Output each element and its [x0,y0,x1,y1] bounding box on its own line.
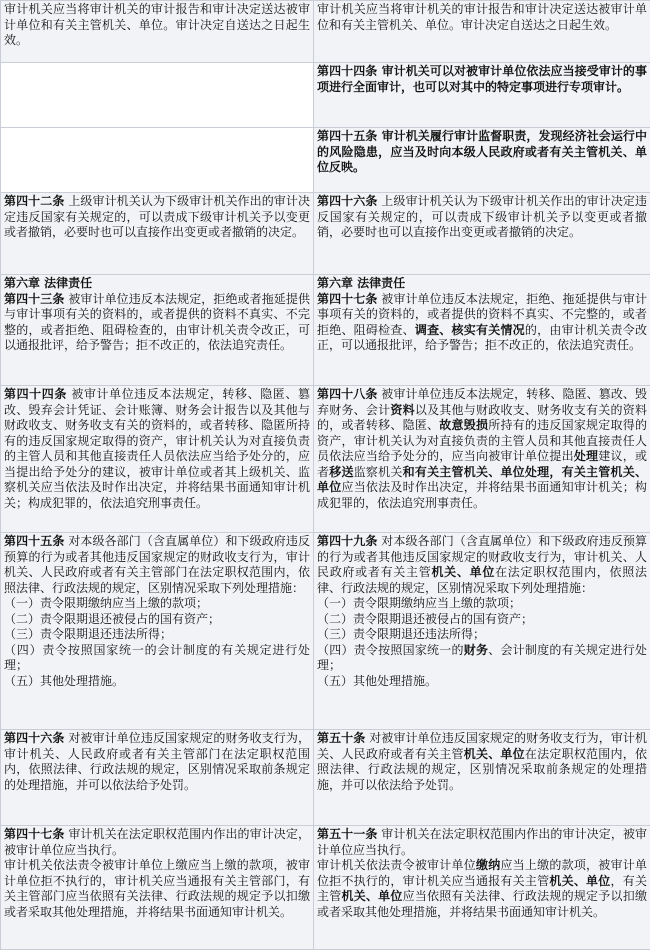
bold-text: 机关、单位 [549,874,610,888]
clause-text: （四）责令按照国家统一的 [317,643,464,657]
clause-paragraph [4,276,310,292]
clause-text: 在法定职权范围内，依照法律、行政法规的规定，区别情况采取下列处理措施： [317,565,647,595]
clause-paragraph [4,596,310,612]
clause-text: 应当依法及时作出决定，并将结果书面通知审计机关；构成犯罪的，依法追究刑事责任。 [317,480,647,510]
clause-text: （二）责令限期退还被侵占的国有资产； [317,612,533,626]
new-text-cell [314,63,650,128]
old-text-cell [1,1,314,63]
clause-text: 被审计单位违反本法规定，拒绝、拖延提供与审计事项有关的资料的，或者提供的资料不真实、不完整的，或者拒绝、阻碍检查、 [317,292,647,337]
table-row [1,730,650,826]
table-row [1,193,650,275]
clause-text: （三）责令限期退还违法所得； [4,627,172,641]
clause-text: 被审计单位违反本法规定，转移、隐匿、篡改、毁弃会计凭证、会计账簿、财务会计报告以及其他与财政收支、财务收支有关的资料的，或者转移、隐匿所持有的违反国家规定取得的资产，审计机关认为对直接负责的主管人员和其他直接责任人员依法应当给予处分的，应当提出给予处分的建议，被审计单位或者其上级机关、监察机关应当依法及时作出决定，并将结果书面通知审计机关；构成犯罪的，依法追究刑事责任。 [4,387,310,510]
clause-paragraph [4,858,310,920]
clause-paragraph [4,612,310,628]
bold-text: 第六章 法律责任 [4,276,92,290]
new-text-cell [314,1,650,63]
clause-text: （五）其他处理措施。 [317,674,437,688]
clause-text: 对本级各部门（含直属单位）和下级政府违反预算的行为或者其他违反国家规定的财政收支行为，审计机关、人民政府或者有关主管 [317,534,647,579]
bold-text: 财务 [464,643,488,657]
clause-text: 监察机关 [354,465,403,479]
clause-text: 的，由审计机关责令改正，可以通报批评，给予警告；拒不改正的，依法追究责任。 [317,323,647,353]
clause-text: （二）责令限期退还被侵占的国有资产； [4,612,220,626]
clause-paragraph [4,827,310,858]
bold-text: 第六章 法律责任 [317,276,405,290]
clause-paragraph [4,2,310,49]
table-row [1,63,650,128]
clause-text: 审计机关依法责令被审计单位 [317,858,476,872]
new-text-cell [314,730,650,826]
clause-paragraph [317,627,647,643]
clause-paragraph [317,858,647,920]
table-row [1,1,650,63]
clause-paragraph [317,534,647,596]
old-text-cell-empty [1,128,314,193]
clause-text: （一）责令限期缴纳应当上缴的款项； [317,596,521,610]
clause-text: （一）责令限期缴纳应当上缴的款项； [4,596,208,610]
clause-paragraph [317,596,647,612]
clause-paragraph [317,643,647,674]
bold-text: 机关、单位 [464,747,525,761]
clause-text: 、会计制度的有关规定进行处理； [317,643,647,673]
clause-text: 审计机关依法责令被审计单位上缴应当上缴的款项，被审计单位拒不执行的，审计机关应当通报有关主管部门，有关主管部门应当依照有关法律、行政法规的规定予以扣缴或者采取其他处理措施，并将结果书面通知审计机关。 [4,858,310,919]
clause-paragraph [317,612,647,628]
bold-text: 第四十六条 [317,194,377,208]
clause-text: 审计机关应当将审计机关的审计报告和审计决定送达被审计单位和有关主管机关、单位。审计决定自送达之日起生效。 [4,2,310,47]
clause-paragraph [317,387,647,511]
clause-text: 上级审计机关认为下级审计机关作出的审计决定违反国家有关规定的，可以责成下级审计机关予以变更或者撤销，必要时也可以直接作出变更或者撤销的决定。 [4,194,310,239]
new-text-cell [314,826,650,950]
clause-text: 对本级各部门（含直属单位）和下级政府违反预算的行为或者其他违反国家规定的财政收支行为，审计机关、人民政府或者有关主管部门在法定职权范围内，依照法律、行政法规的规定，区别情况采取下列处理措施： [4,534,310,595]
clause-paragraph [317,276,647,292]
table-row [1,275,650,386]
table-row [1,533,650,730]
bold-text: 第四十九条 [317,534,377,548]
new-text-cell [314,386,650,533]
old-text-cell [1,275,314,386]
bold-text: 调查、核实有关情况 [415,323,525,337]
bold-text: 第四十四条 [4,387,67,401]
clause-text: （四）责令按照国家统一的会计制度的有关规定进行处理； [4,643,310,673]
clause-paragraph [4,731,310,793]
clause-paragraph [4,292,310,354]
old-text-cell [1,193,314,275]
new-text-cell [314,193,650,275]
bold-text: 第四十三条 [4,292,64,306]
clause-paragraph [4,387,310,511]
clause-paragraph [4,534,310,596]
clause-paragraph [4,674,310,690]
old-text-cell [1,386,314,533]
clause-paragraph [4,643,310,674]
bold-text: 第四十七条 [317,292,377,306]
bold-text: 故意毁损 [439,418,488,432]
old-text-cell-empty [1,63,314,128]
new-text-cell [314,533,650,730]
old-text-cell [1,730,314,826]
clause-text: 建议，或者 [317,449,647,479]
clause-paragraph [317,674,647,690]
bold-text: 机关、单位 [341,889,402,903]
table-row [1,128,650,193]
clause-paragraph [317,129,647,176]
clause-paragraph [317,2,647,33]
clause-text: （三）责令限期退还违法所得； [317,627,485,641]
clause-text: （五）其他处理措施。 [4,674,124,688]
clause-text: 在法定职权范围内，依照法律、行政法规的规定，区别情况采取前条规定的处理措施，并可以依法给予处罚。 [317,747,647,792]
clause-text: 应当依照有关法律、行政法规的规定予以扣缴或者采取其他处理措施，并将结果书面通知审计机关。 [317,889,647,919]
clause-paragraph [4,627,310,643]
clause-text: 以及其他与财政收支、财务收支有关的资料的，或者转移、隐匿、 [317,403,647,433]
table-row [1,386,650,533]
new-text-cell [314,128,650,193]
clause-text: 对被审计单位违反国家规定的财务收支行为，审计机关、人民政府或者有关主管部门在法定职权范围内，依照法律、行政法规的规定，区别情况采取前条规定的处理措施，并可以依法给予处罚。 [4,731,310,792]
table-row [1,826,650,950]
clause-text: 应当上缴的款项，被审计单位拒不执行的，审计机关应当通报有关主管 [317,858,647,888]
clause-text: 审计机关应当将审计机关的审计报告和审计决定送达被审计单位和有关主管机关、单位。审计决定自送达之日起生效。 [317,2,647,32]
bold-text: 处理 [574,449,598,463]
clause-text: 所持有的违反国家规定取得的资产，审计机关认为对直接负责的主管人员和其他直接责任人员依法应当给予处分的，应当向被审计单位提出 [317,418,647,463]
clause-text: 上级审计机关认为下级审计机关作出的审计决定违反国家有关规定的，可以责成下级审计机关予以变更或者撤销，必要时也可以直接作出变更或者撤销的决定。 [317,194,647,239]
old-text-cell [1,826,314,950]
bold-text: 第四十五条 审计机关履行审计监督职责，发现经济社会运行中的风险隐患，应当及时向本级人民政府或者有关主管机关、单位反映。 [317,129,647,174]
clause-text: 审计机关在法定职权范围内作出的审计决定，被审计单位应当执行。 [4,827,310,857]
clause-text: 被审计单位违反本法规定，拒绝或者拖延提供与审计事项有关的资料的，或者提供的资料不真实、不完整的，或者拒绝、阻碍检查的，由审计机关责令改正，可以通报批评，给予警告；拒不改正的，依法追究责任。 [4,292,310,353]
clause-text: 对被审计单位违反国家规定的财务收支行为，审计机关、人民政府或者有关主管 [317,731,647,761]
clause-paragraph [317,64,647,95]
clause-paragraph [4,194,310,241]
bold-text: 缴纳 [476,858,500,872]
bold-text: 第四十六条 [4,731,64,745]
new-text-cell [314,275,650,386]
clause-paragraph [317,731,647,793]
clause-text: ，有关主管 [317,874,647,904]
bold-text: 移送 [329,465,353,479]
clause-text: 审计机关在法定职权范围内作出的审计决定，被审计单位应当执行。 [317,827,647,857]
clause-paragraph [317,292,647,354]
bold-text: 资料 [390,403,414,417]
clause-text: 被审计单位违反本法规定，转移、隐匿、篡改、毁弃财务、会计 [317,387,647,417]
clause-paragraph [317,194,647,241]
comparison-rows [1,1,650,950]
old-text-cell [1,533,314,730]
bold-text: 第四十七条 [4,827,64,841]
bold-text: 第四十二条 [4,194,64,208]
bold-text: 第四十八条 [317,387,377,401]
bold-text: 第四十四条 审计机关可以对被审计单位依法应当接受审计的事项进行全面审计，也可以对其中的特定事项进行专项审计。 [317,64,647,94]
bold-text: 第五十条 [317,731,365,745]
clause-paragraph [317,827,647,858]
bold-text: 和有关主管机关、单位处理，有关主管机关、单位 [317,465,647,495]
bold-text: 第五十一条 [317,827,377,841]
bold-text: 第四十五条 [4,534,64,548]
bold-text: 机关、单位 [431,565,495,579]
